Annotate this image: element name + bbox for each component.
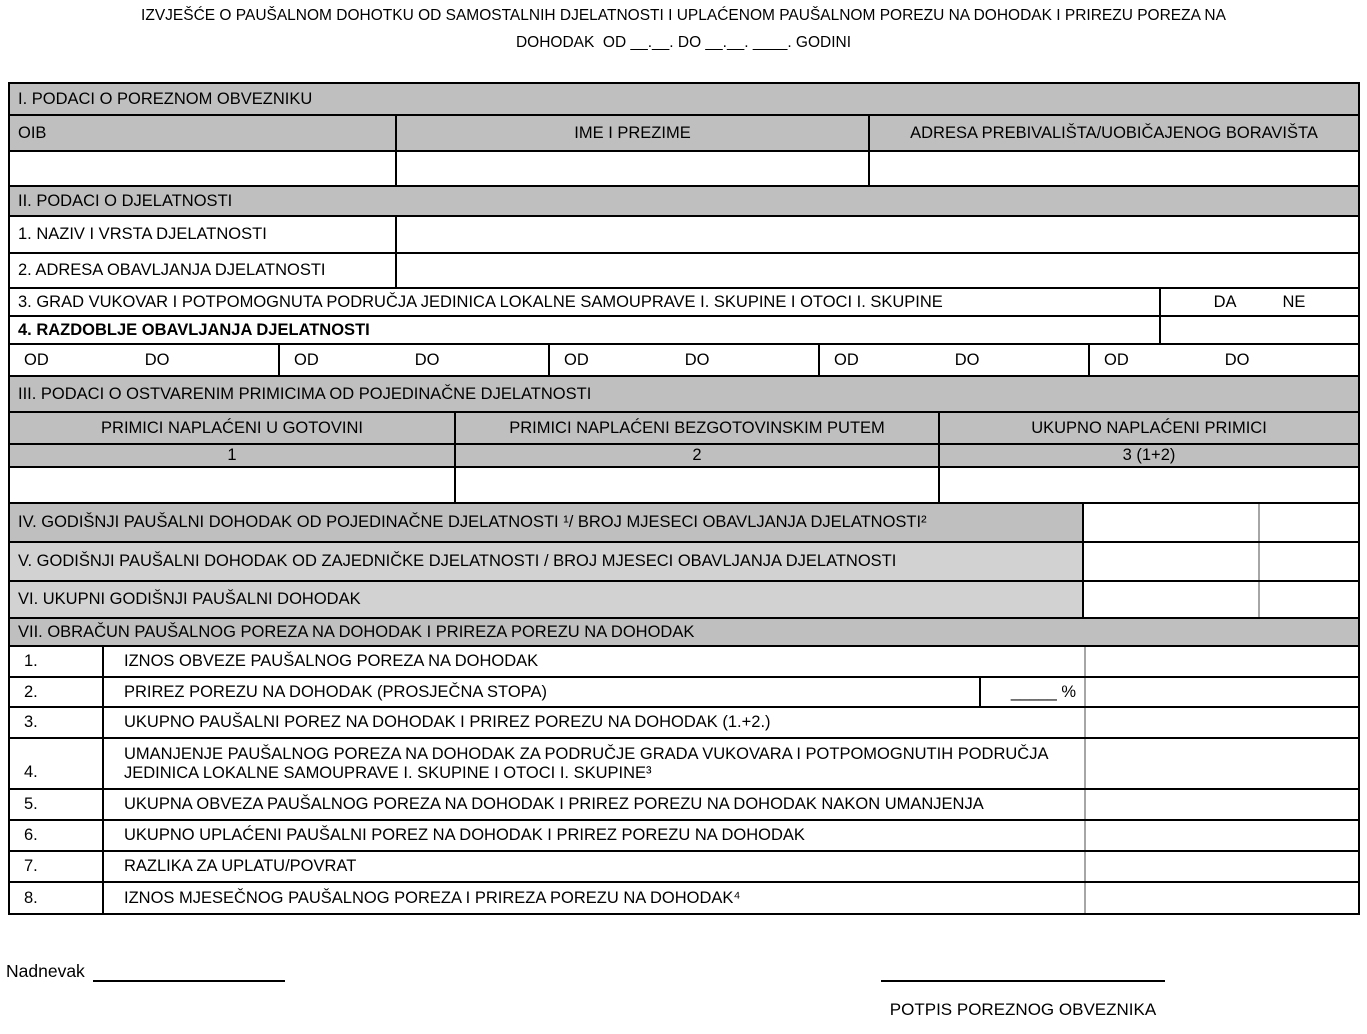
- form-title-line2: DOHODAK OD __.__. DO __.__. ____. GODINI: [515, 34, 852, 51]
- section6-label: VI. UKUPNI GODIŠNJI PAUŠALNI DOHODAK: [10, 582, 1082, 617]
- tax-amount-value-cell[interactable]: [1084, 647, 1358, 676]
- table-row: [10, 504, 1358, 543]
- total-liability-value-cell[interactable]: [1084, 790, 1358, 819]
- receipts-cash-header: PRIMICI NAPLAĆENI U GOTOVINI: [101, 418, 363, 437]
- section5-value-cell-1[interactable]: [1082, 543, 1258, 580]
- receipts-col-number-2: 2: [454, 445, 938, 466]
- address-input-cell[interactable]: [868, 152, 1358, 185]
- row-number: 1.: [24, 652, 38, 670]
- period-to-label: DO: [1224, 350, 1250, 369]
- period-to-label: DO: [144, 350, 170, 369]
- activity-name-input-cell[interactable]: [395, 217, 1358, 252]
- table-row: [10, 377, 1358, 413]
- receipts-noncash-input-cell[interactable]: [454, 468, 938, 502]
- period-from-label: OD: [24, 350, 49, 369]
- receipts-col-number-1: 1: [227, 446, 237, 464]
- col-header-oib: OIB: [18, 123, 47, 142]
- period-cell-5[interactable]: [1088, 345, 1358, 375]
- row-number: 5.: [24, 795, 38, 813]
- table-row: [10, 852, 1358, 883]
- table-row: [10, 790, 1358, 821]
- receipts-noncash-header: PRIMICI NAPLAĆENI BEZGOTOVINSKIM PUTEM: [454, 413, 938, 443]
- yes-option[interactable]: DA: [1213, 292, 1237, 311]
- period-from-label: OD: [294, 350, 319, 369]
- activity-address-label: 2. ADRESA OBAVLJANJA DJELATNOSTI: [18, 261, 326, 279]
- period-cell-3[interactable]: [548, 345, 818, 375]
- oib-input-cell[interactable]: [10, 152, 395, 185]
- activity-address-input-cell[interactable]: [395, 254, 1358, 287]
- tax-reduction-label: UMANJENJE PAUŠALNOG POREZA NA DOHODAK ZA PODRUČJE GRADA VUKOVARA I POTPOMOGNUTIH PODRUČJA JEDINICA LOKALNE SAMOUPRAVE I. SKUPINE I OTOCI I. SKUPINE³: [102, 739, 1084, 788]
- table-row: [10, 217, 1358, 254]
- table-row: [10, 678, 1358, 708]
- period-cell-1[interactable]: [10, 345, 278, 375]
- row-number: 7.: [24, 857, 38, 875]
- vukovar-area-label: 3. GRAD VUKOVAR I POTPOMOGNUTA PODRUČJA JEDINICA LOKALNE SAMOUPRAVE I. SKUPINE I OTOCI I. SKUPINE: [18, 292, 943, 311]
- total-paid-value-cell[interactable]: [1084, 821, 1358, 850]
- difference-label: RAZLIKA ZA UPLATU/POVRAT: [102, 852, 1084, 881]
- monthly-tax-value-cell[interactable]: [1084, 883, 1358, 913]
- table-row: [10, 468, 1358, 504]
- table-row: [10, 116, 1358, 152]
- section2-header: II. PODACI O DJELATNOSTI: [18, 191, 233, 210]
- table-row: [10, 647, 1358, 678]
- activity-period-empty-cell[interactable]: [1159, 317, 1358, 343]
- total-tax-label: UKUPNO PAUŠALNI POREZ NA DOHODAK I PRIREZ POREZU NA DOHODAK (1.+2.): [102, 708, 1084, 737]
- activity-name-label: 1. NAZIV I VRSTA DJELATNOSTI: [18, 225, 267, 243]
- tax-amount-label: IZNOS OBVEZE PAUŠALNOG POREZA NA DOHODAK: [102, 647, 1084, 676]
- form-table: [8, 82, 1360, 915]
- table-row: [10, 152, 1358, 187]
- table-row: [10, 317, 1358, 345]
- signature-label: POTPIS POREZNOG OBVEZNIKA: [889, 1000, 1157, 1019]
- date-blank-line[interactable]: [93, 961, 285, 982]
- period-to-label: DO: [954, 350, 980, 369]
- date-field: [6, 961, 285, 982]
- table-row: [10, 187, 1358, 217]
- period-from-label: OD: [1104, 350, 1129, 369]
- table-row: [10, 708, 1358, 739]
- table-row: [10, 445, 1358, 468]
- receipts-cash-input-cell[interactable]: [10, 468, 454, 502]
- surtax-rate-label: PRIREZ POREZU NA DOHODAK (PROSJEČNA STOPA): [102, 678, 979, 706]
- no-option[interactable]: NE: [1282, 292, 1306, 311]
- table-row: [10, 739, 1358, 790]
- section3-header: III. PODACI O OSTVARENIM PRIMICIMA OD POJEDINAČNE DJELATNOSTI: [18, 384, 592, 403]
- period-cell-4[interactable]: [818, 345, 1088, 375]
- table-row: [10, 289, 1358, 317]
- period-to-label: DO: [414, 350, 440, 369]
- section7-header: VII. OBRAČUN PAUŠALNOG POREZA NA DOHODAK I PRIREZA POREZU NA DOHODAK: [18, 622, 695, 641]
- signature-line[interactable]: [881, 962, 1165, 982]
- receipts-col-number-3: 3 (1+2): [938, 445, 1358, 466]
- table-row: [10, 413, 1358, 445]
- receipts-total-header: UKUPNO NAPLAĆENI PRIMICI: [938, 413, 1358, 443]
- period-to-label: DO: [684, 350, 710, 369]
- section4-value-cell-2[interactable]: [1258, 504, 1358, 541]
- table-row: [10, 543, 1358, 582]
- row-number: 8.: [24, 888, 38, 907]
- row-number: 6.: [24, 826, 38, 844]
- total-liability-label: UKUPNA OBVEZA PAUŠALNOG POREZA NA DOHODAK I PRIREZ POREZU NA DOHODAK NAKON UMANJENJA: [102, 790, 1084, 819]
- table-row: [10, 84, 1358, 116]
- section5-value-cell-2[interactable]: [1258, 543, 1358, 580]
- surtax-percent-input-cell[interactable]: _____ %: [979, 678, 1084, 706]
- table-row: [10, 883, 1358, 913]
- row-number: 4.: [24, 763, 38, 781]
- surtax-value-cell[interactable]: [1084, 678, 1358, 706]
- row-number: 3.: [24, 713, 38, 731]
- section4-value-cell-1[interactable]: [1082, 504, 1258, 541]
- period-from-label: OD: [564, 350, 589, 369]
- activity-period-label: 4. RAZDOBLJE OBAVLJANJA DJELATNOSTI: [18, 320, 370, 339]
- section6-value-cell-1[interactable]: [1082, 582, 1258, 617]
- section6-value-cell-2[interactable]: [1258, 582, 1358, 617]
- col-header-address: ADRESA PREBIVALIŠTA/UOBIČAJENOG BORAVIŠTA: [868, 116, 1358, 150]
- monthly-tax-label: IZNOS MJESEČNOG PAUŠALNOG POREZA I PRIREZA POREZU NA DOHODAK⁴: [102, 883, 1084, 913]
- row-number: 2.: [24, 682, 38, 701]
- section5-label: V. GODIŠNJI PAUŠALNI DOHODAK OD ZAJEDNIČKE DJELATNOSTI / BROJ MJESECI OBAVLJANJA DJELATNOSTI: [10, 543, 1082, 580]
- table-row: [10, 619, 1358, 647]
- table-row: [10, 254, 1358, 289]
- table-row: [10, 821, 1358, 852]
- name-input-cell[interactable]: [395, 152, 868, 185]
- vukovar-yes-no-cell: [1159, 289, 1358, 315]
- total-tax-value-cell[interactable]: [1084, 708, 1358, 737]
- period-from-label: OD: [834, 350, 859, 369]
- date-label: Nadnevak: [6, 961, 85, 981]
- col-header-name: IME I PREZIME: [395, 116, 868, 150]
- section1-header: I. PODACI O POREZNOM OBVEZNIKU: [18, 89, 313, 108]
- table-row: [10, 582, 1358, 619]
- table-row: [10, 345, 1358, 377]
- section4-label: IV. GODIŠNJI PAUŠALNI DOHODAK OD POJEDINAČNE DJELATNOSTI ¹/ BROJ MJESECI OBAVLJANJA DJELATNOSTI²: [10, 504, 1082, 541]
- difference-value-cell[interactable]: [1084, 852, 1358, 881]
- total-paid-label: UKUPNO UPLAĆENI PAUŠALNI POREZ NA DOHODAK I PRIREZ POREZU NA DOHODAK: [102, 821, 1084, 850]
- form-title-line1: IZVJEŠĆE O PAUŠALNOM DOHOTKU OD SAMOSTALNIH DJELATNOSTI I UPLAĆENOM PAUŠALNOM POREZU NA DOHODAK I PRIREZU POREZA NA: [141, 7, 1226, 24]
- tax-reduction-value-cell[interactable]: [1084, 739, 1358, 788]
- period-cell-2[interactable]: [278, 345, 548, 375]
- receipts-total-input-cell[interactable]: [938, 468, 1358, 502]
